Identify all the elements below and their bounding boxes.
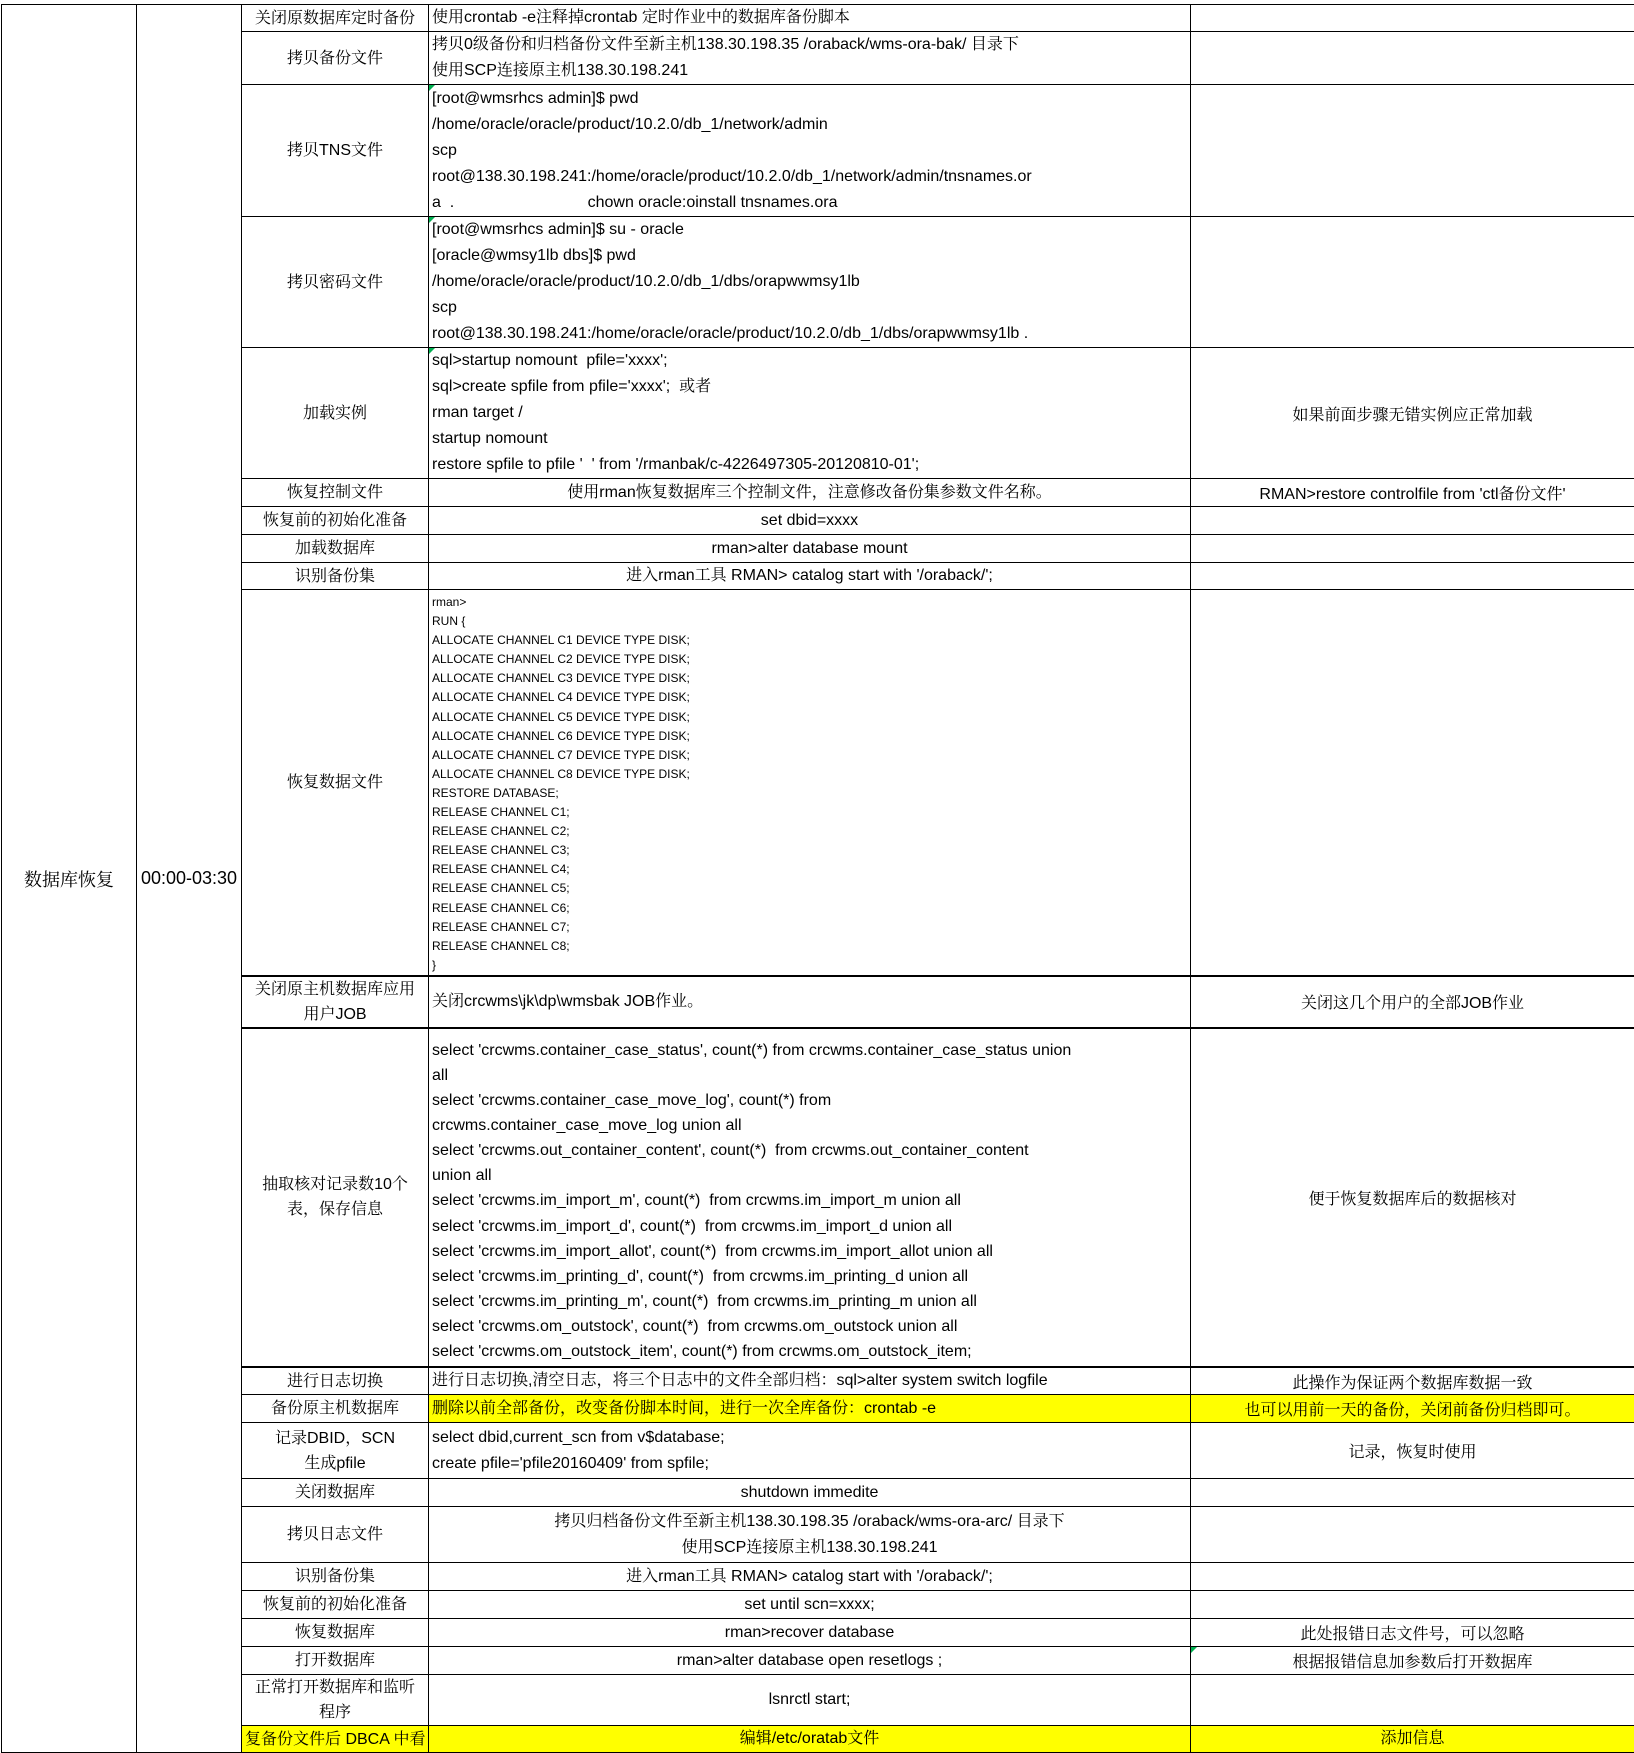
table-row: [2, 1028, 1634, 1367]
cell-content[interactable]: [429, 1619, 1191, 1647]
content-text: 进入rman工具 RMAN> catalog start with '/oraback/';: [432, 563, 1187, 589]
cell-task[interactable]: [242, 5, 429, 32]
cell-note[interactable]: [1191, 1479, 1634, 1507]
cell-note[interactable]: 此处报错日志文件号，可以忽略: [1191, 1619, 1634, 1647]
task-label: 拷贝TNS文件: [245, 138, 425, 163]
cell-task[interactable]: [242, 976, 429, 1028]
content-text: shutdown immedite: [432, 1480, 1187, 1506]
cell-note[interactable]: 如果前面步骤无错实例应正常加载: [1191, 348, 1634, 479]
table-row: [2, 1507, 1634, 1563]
table-row: [2, 1479, 1634, 1507]
table-row: [2, 348, 1634, 479]
note-text: 根据报错信息加参数后打开数据库: [1292, 1654, 1532, 1671]
task-label: 恢复前的初始化准备: [245, 1592, 425, 1617]
comment-marker-icon: [429, 217, 435, 223]
table-row: [2, 32, 1634, 85]
cell-content[interactable]: [429, 348, 1191, 479]
table-row: [2, 1726, 1634, 1753]
content-text: [root@wmsrhcs admin]$ pwd /home/oracle/oracle/product/10.2.0/db_1/network/admin scp root@138.30.198.241:/home/oracle/product/10.2.0/db_1/network/admin/tnsnames.or a . chown oracle:oinstall tnsnames.ora: [432, 86, 1187, 216]
cell-note[interactable]: [1191, 535, 1634, 563]
cell-content[interactable]: [429, 217, 1191, 348]
table-row: [2, 217, 1634, 348]
cell-task[interactable]: [242, 1507, 429, 1563]
cell-task[interactable]: [242, 590, 429, 976]
table-row: [2, 1395, 1634, 1423]
content-text: 使用rman恢复数据库三个控制文件，注意修改备份集参数文件名称。: [432, 480, 1187, 506]
task-label: 拷贝密码文件: [245, 270, 425, 295]
content-text: 进行日志切换,清空日志，将三个日志中的文件全部归档：sql>alter system switch logfile: [432, 1368, 1187, 1394]
task-label: 恢复控制文件: [245, 480, 425, 505]
cell-task[interactable]: [242, 1647, 429, 1675]
cell-content[interactable]: [429, 590, 1191, 976]
content-text: 关闭crcwms\jk\dp\wmsbak JOB作业。: [432, 989, 1187, 1015]
task-label: 识别备份集: [245, 1564, 425, 1589]
task-label: 记录DBID，SCN 生成pfile: [245, 1426, 425, 1476]
content-text: 使用crontab -e注释掉crontab 定时作业中的数据库备份脚本: [432, 5, 1187, 31]
table-row: [2, 1367, 1634, 1395]
cell-task[interactable]: [242, 85, 429, 217]
cell-task[interactable]: [242, 1591, 429, 1619]
cell-content[interactable]: [429, 1563, 1191, 1591]
cell-note[interactable]: 记录，恢复时使用: [1191, 1423, 1634, 1479]
content-text: lsnrctl start;: [432, 1687, 1187, 1713]
cell-note[interactable]: [1191, 32, 1634, 85]
cell-task[interactable]: [242, 1479, 429, 1507]
task-label: 正常打开数据库和监听 程序: [245, 1675, 425, 1725]
content-text: set until scn=xxxx;: [432, 1592, 1187, 1618]
table-row: [2, 535, 1634, 563]
task-label: 关闭原数据库定时备份: [245, 6, 425, 31]
cell-note[interactable]: [1191, 1591, 1634, 1619]
cell-content[interactable]: [429, 1507, 1191, 1563]
cell-note[interactable]: 此操作为保证两个数据库数据一致: [1191, 1367, 1634, 1395]
table-row: [2, 1423, 1634, 1479]
cell-note[interactable]: 关闭这几个用户的全部JOB作业: [1191, 976, 1634, 1028]
comment-marker-icon: [1191, 1647, 1197, 1653]
cell-note[interactable]: [1191, 85, 1634, 217]
cell-task[interactable]: [242, 217, 429, 348]
cell-content[interactable]: [429, 1591, 1191, 1619]
cell-content[interactable]: [429, 1479, 1191, 1507]
cell-note[interactable]: 也可以用前一天的备份，关闭前备份归档即可。: [1191, 1395, 1634, 1423]
task-label: 拷贝日志文件: [245, 1522, 425, 1547]
cell-content[interactable]: [429, 1726, 1191, 1753]
cell-content[interactable]: [429, 1675, 1191, 1726]
table-row: [2, 1647, 1634, 1675]
cell-task[interactable]: [242, 479, 429, 507]
task-label: 关闭数据库: [245, 1480, 425, 1505]
content-text: [root@wmsrhcs admin]$ su - oracle [oracle@wmsy1lb dbs]$ pwd /home/oracle/oracle/product/10.2.0/db_1/dbs/orapwwmsy1lb scp root@138.30.198.241:/home/oracle/oracle/product/10.2.0/db_1/dbs/orapwwmsy1lb .: [432, 217, 1187, 347]
task-label: 识别备份集: [245, 564, 425, 589]
cell-task[interactable]: [242, 507, 429, 535]
task-label: 复备份文件后 DBCA 中看: [245, 1727, 425, 1752]
table-row: [2, 479, 1634, 507]
task-label: 备份原主机数据库: [245, 1396, 425, 1421]
cell-task[interactable]: [242, 1395, 429, 1423]
cell-phase[interactable]: [2, 5, 137, 1753]
cell-note[interactable]: 便于恢复数据库后的数据核对: [1191, 1028, 1634, 1367]
cell-task[interactable]: [242, 1726, 429, 1753]
cell-note[interactable]: [1191, 5, 1634, 32]
table-row: [2, 976, 1634, 1028]
table-row: [2, 5, 1634, 32]
cell-content[interactable]: [429, 85, 1191, 217]
cell-note[interactable]: [1191, 590, 1634, 976]
cell-content[interactable]: [429, 5, 1191, 32]
cell-content[interactable]: [429, 479, 1191, 507]
cell-content[interactable]: [429, 535, 1191, 563]
table-row: [2, 507, 1634, 535]
cell-content[interactable]: [429, 32, 1191, 85]
cell-task[interactable]: [242, 1675, 429, 1726]
content-text: rman> RUN { ALLOCATE CHANNEL C1 DEVICE TYPE DISK; ALLOCATE CHANNEL C2 DEVICE TYPE DISK; ALLOCATE CHANNEL C3 DEVICE TYPE DISK; ALLOCATE CHANNEL C4 DEVICE TYPE DISK; ALLOCATE CHANNEL C5 DEVICE TYPE DISK; ALLOCATE CHANNEL C6 DEVICE TYPE DISK; ALLOCATE CHANNEL C7 DEVICE TYPE DISK; ALLOCATE CHANNEL C8 DEVICE TYPE DISK; RESTORE DATABASE; RELEASE CHANNEL C1; RELEASE CHANNEL C2; RELEASE CHANNEL C3; RELEASE CHANNEL C4; RELEASE CHANNEL C5; RELEASE CHANNEL C6; RELEASE CHANNEL C7; RELEASE CHANNEL C8; }: [432, 593, 1187, 975]
content-text: rman>recover database: [432, 1620, 1187, 1646]
cell-content[interactable]: [429, 1395, 1191, 1423]
table-row: [2, 1591, 1634, 1619]
task-label: 恢复数据库: [245, 1620, 425, 1645]
table-row: [2, 1563, 1634, 1591]
cell-note[interactable]: [1191, 1563, 1634, 1591]
content-text: 拷贝0级备份和归档备份文件至新主机138.30.198.35 /oraback/wms-ora-bak/ 目录下 使用SCP连接原主机138.30.198.241: [432, 32, 1187, 84]
cell-note[interactable]: [1191, 1647, 1634, 1675]
cell-task[interactable]: [242, 1423, 429, 1479]
content-text: select dbid,current_scn from v$database; create pfile='pfile20160409' from spfile;: [432, 1425, 1187, 1477]
table-row: [2, 563, 1634, 590]
phase-label: 数据库恢复: [24, 870, 114, 890]
cell-content[interactable]: [429, 1423, 1191, 1479]
table-row: [2, 1619, 1634, 1647]
cell-content[interactable]: [429, 1647, 1191, 1675]
cell-note[interactable]: RMAN>restore controlfile from 'ctl备份文件': [1191, 479, 1634, 507]
content-text: 编辑/etc/oratab文件: [432, 1726, 1187, 1752]
cell-content[interactable]: [429, 1367, 1191, 1395]
content-text: 拷贝归档备份文件至新主机138.30.198.35 /oraback/wms-ora-arc/ 目录下 使用SCP连接原主机138.30.198.241: [432, 1509, 1187, 1561]
task-label: 加载数据库: [245, 536, 425, 561]
task-label: 打开数据库: [245, 1648, 425, 1673]
cell-task[interactable]: [242, 348, 429, 479]
cell-task[interactable]: [242, 32, 429, 85]
cell-task[interactable]: [242, 535, 429, 563]
cell-time[interactable]: [137, 5, 242, 1753]
task-label: 进行日志切换: [245, 1369, 425, 1394]
task-label: 恢复数据文件: [245, 770, 425, 795]
time-label: 00:00-03:30: [141, 868, 237, 888]
task-label: 加载实例: [245, 401, 425, 426]
content-text: 删除以前全部备份，改变备份脚本时间，进行一次全库备份：crontab -e: [432, 1396, 1187, 1422]
comment-marker-icon: [429, 85, 435, 91]
cell-task[interactable]: [242, 563, 429, 590]
cell-task[interactable]: [242, 1619, 429, 1647]
task-label: 关闭原主机数据库应用 用户JOB: [245, 977, 425, 1027]
cell-content[interactable]: [429, 507, 1191, 535]
content-text: select 'crcwms.container_case_status', count(*) from crcwms.container_case_status union all select 'crcwms.container_case_move_log', count(*) from crcwms.container_case_move_log union all select 'crcwms.out_container_content', count(*) from crcwms.out_container_content union all select 'crcwms.im_import_m', count(*) from crcwms.im_import_m union all select 'crcwms.im_import_d', count(*) from crcwms.im_import_d union all select 'crcwms.im_import_allot', count(*) from crcwms.im_import_allot union all select 'crcwms.im_printing_d', count(*) from crcwms.im_printing_d union all select 'crcwms.im_printing_m', count(*) from crcwms.im_printing_m union all select 'crcwms.om_outstock', count(*) from crcwms.om_outstock union all select 'crcwms.om_outstock_item', count(*) from crcwms.om_outstock_item;: [432, 1038, 1187, 1364]
cell-note[interactable]: [1191, 563, 1634, 590]
task-label: 拷贝备份文件: [245, 46, 425, 71]
comment-marker-icon: [429, 348, 435, 354]
content-text: sql>startup nomount pfile='xxxx'; sql>create spfile from pfile='xxxx'; 或者 rman target / startup nomount restore spfile to pfile ' ' from '/rmanbak/c-4226497305-20120810-01';: [432, 348, 1187, 478]
cell-note[interactable]: [1191, 1507, 1634, 1563]
cell-note[interactable]: [1191, 1675, 1634, 1726]
cell-note[interactable]: [1191, 507, 1634, 535]
cell-task[interactable]: [242, 1367, 429, 1395]
content-text: set dbid=xxxx: [432, 508, 1187, 534]
cell-note[interactable]: 添加信息: [1191, 1726, 1634, 1753]
task-label: 恢复前的初始化准备: [245, 508, 425, 533]
cell-content[interactable]: [429, 1028, 1191, 1367]
cell-content[interactable]: [429, 563, 1191, 590]
content-text: rman>alter database open resetlogs ;: [432, 1648, 1187, 1674]
table-row: [2, 1675, 1634, 1726]
content-text: 进入rman工具 RMAN> catalog start with '/oraback/';: [432, 1564, 1187, 1590]
task-label: 抽取核对记录数10个 表，保存信息: [245, 1172, 425, 1222]
cell-content[interactable]: [429, 976, 1191, 1028]
recovery-plan-table: [1, 4, 1634, 1753]
cell-task[interactable]: [242, 1563, 429, 1591]
content-text: rman>alter database mount: [432, 536, 1187, 562]
cell-task[interactable]: [242, 1028, 429, 1367]
table-row: [2, 85, 1634, 217]
table-row: [2, 590, 1634, 976]
cell-note[interactable]: [1191, 217, 1634, 348]
